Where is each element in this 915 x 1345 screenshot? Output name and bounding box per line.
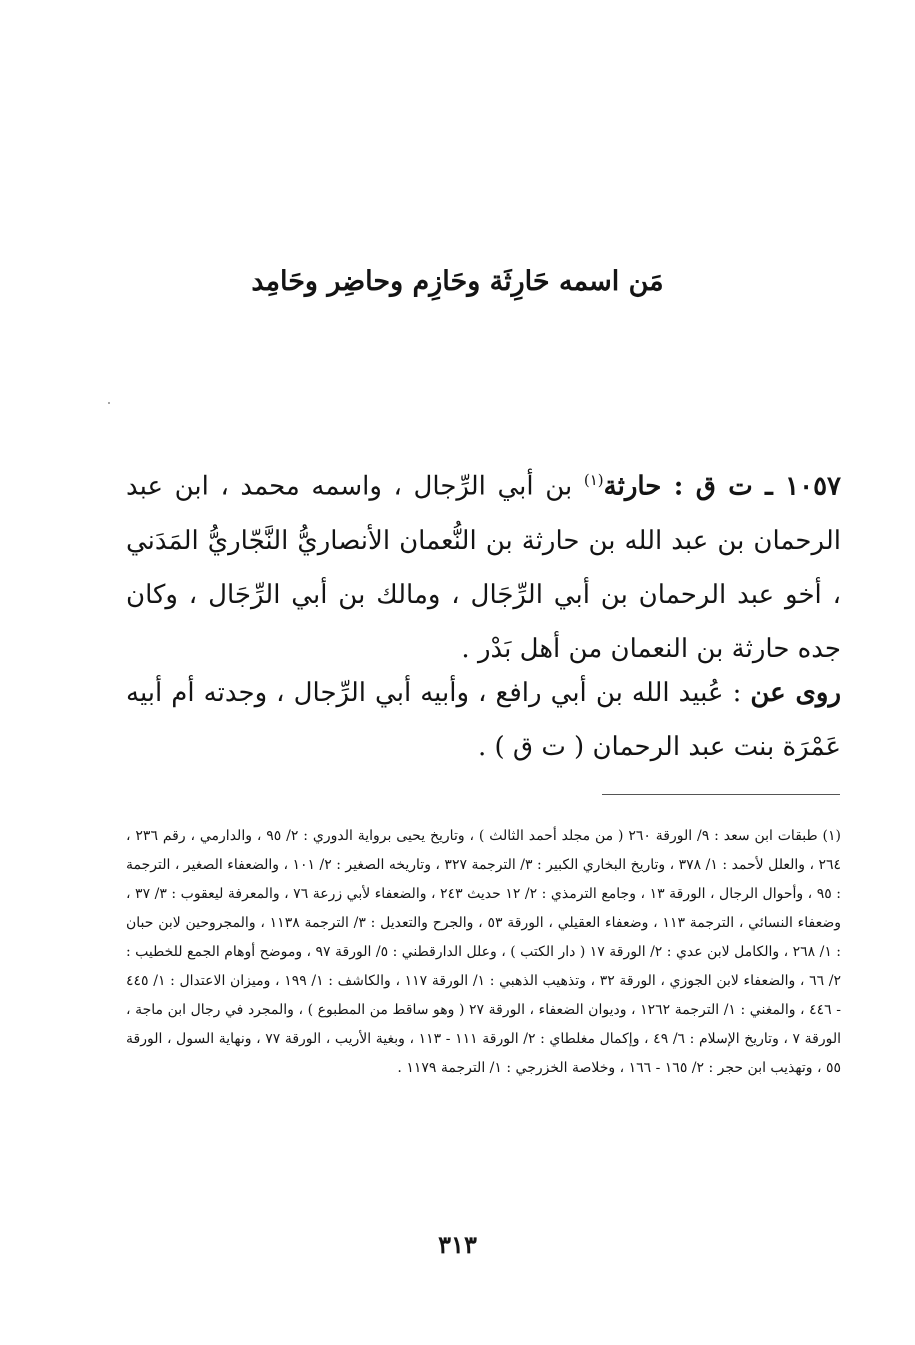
scan-speck (108, 402, 110, 404)
rawa-an-label: روى عن (750, 678, 841, 708)
entry-intro: ـ ت ق : حارثة (603, 471, 786, 502)
entry-number: ١٠٥٧ (785, 471, 841, 502)
footnote-separator (602, 794, 840, 795)
page-number: ٣١٣ (438, 1230, 477, 1259)
footnote-reference[interactable]: (١) (583, 471, 604, 489)
section-title: مَن اسمه حَارِثَة وحَازِم وحاضِر وحَامِد (251, 266, 664, 297)
entry-text-lineage: بن أبي الرِّجال ، واسمه محمد ، ابن عبد الرحمان بن عبد الله بن حارثة بن النُّعمان الأنصاريُّ النَّجّاريُّ المَدَني ، أخو عبد الرحمان بن أبي الرِّجَال ، ومالك بن أبي الرِّجَال ، وكان جده حارثة بن النعمان من أهل بَدْر . (126, 471, 841, 664)
entry-paragraph-biography (126, 453, 841, 676)
footnote-sources: (١) طبقات ابن سعد : ٩/ الورقة ٢٦٠ ( من مجلد أحمد الثالث ) ، وتاريخ يحيى برواية الدوري : ٢/ ٩٥ ، والدارمي ، رقم ٢٣٦ ، ٢٦٤ ، والعلل لأحمد : ١/ ٣٧٨ ، وتاريخ البخاري الكبير : ٣/ الترجمة ٣٢٧ ، وتاريخه الصغير : ٢/ ١٠١ ، والضعفاء الصغير ، الترجمة : ٩٥ ، وأحوال الرجال ، الورقة ١٣ ، وجامع الترمذي : ٢/ ١٢ حديث ٢٤٣ ، والضعفاء لأبي زرعة ٧٦ ، والمعرفة ليعقوب : ٣/ ٣٧ ، وضعفاء النسائي ، الترجمة ١١٣ ، وضعفاء العقيلي ، الورقة ٥٣ ، والجرح والتعديل : ٣/ الترجمة ١١٣٨ ، والمجروحين لابن حبان : ١/ ٢٦٨ ، والكامل لابن عدي : ٢/ الورقة ١٧ ( دار الكتب ) ، وعلل الدارقطني : ٥/ الورقة ٩٧ ، وموضح أوهام الجمع للخطيب : ٢/ ٦٦ ، والضعفاء لابن الجوزي ، الورقة ٣٢ ، وتذهيب الذهبي : ١/ الورقة ١١٧ ، والكاشف : ١/ ١٩٩ ، وميزان الاعتدال : ١/ ٤٤٥ - ٤٤٦ ، والمغني : ١/ الترجمة ١٢٦٢ ، وديوان الضعفاء ، الورقة ٢٧ ( وهو ساقط من المطبوع ) ، والمجرد في رجال ابن ماجة ، الورقة ٧ ، وتاريخ الإسلام : ٦/ ٤٩ ، وإكمال مغلطاي : ٢/ الورقة ١١١ - ١١٣ ، وبغية الأريب ، الورقة ٧٧ ، ونهاية السول ، الورقة ٥٥ ، وتهذيب ابن حجر : ٢/ ١٦٥ - ١٦٦ ، وخلاصة الخزرجي : ١/ الترجمة ١١٧٩ . (126, 828, 842, 1076)
entry-paragraph-narrators (126, 666, 841, 774)
entry-text-narrators: : عُبيد الله بن أبي رافع ، وأبيه أبي الرِّجال ، وجدته أم أبيه عَمْرَة بنت عبد الرحمان ( ت ق ) . (126, 678, 841, 762)
